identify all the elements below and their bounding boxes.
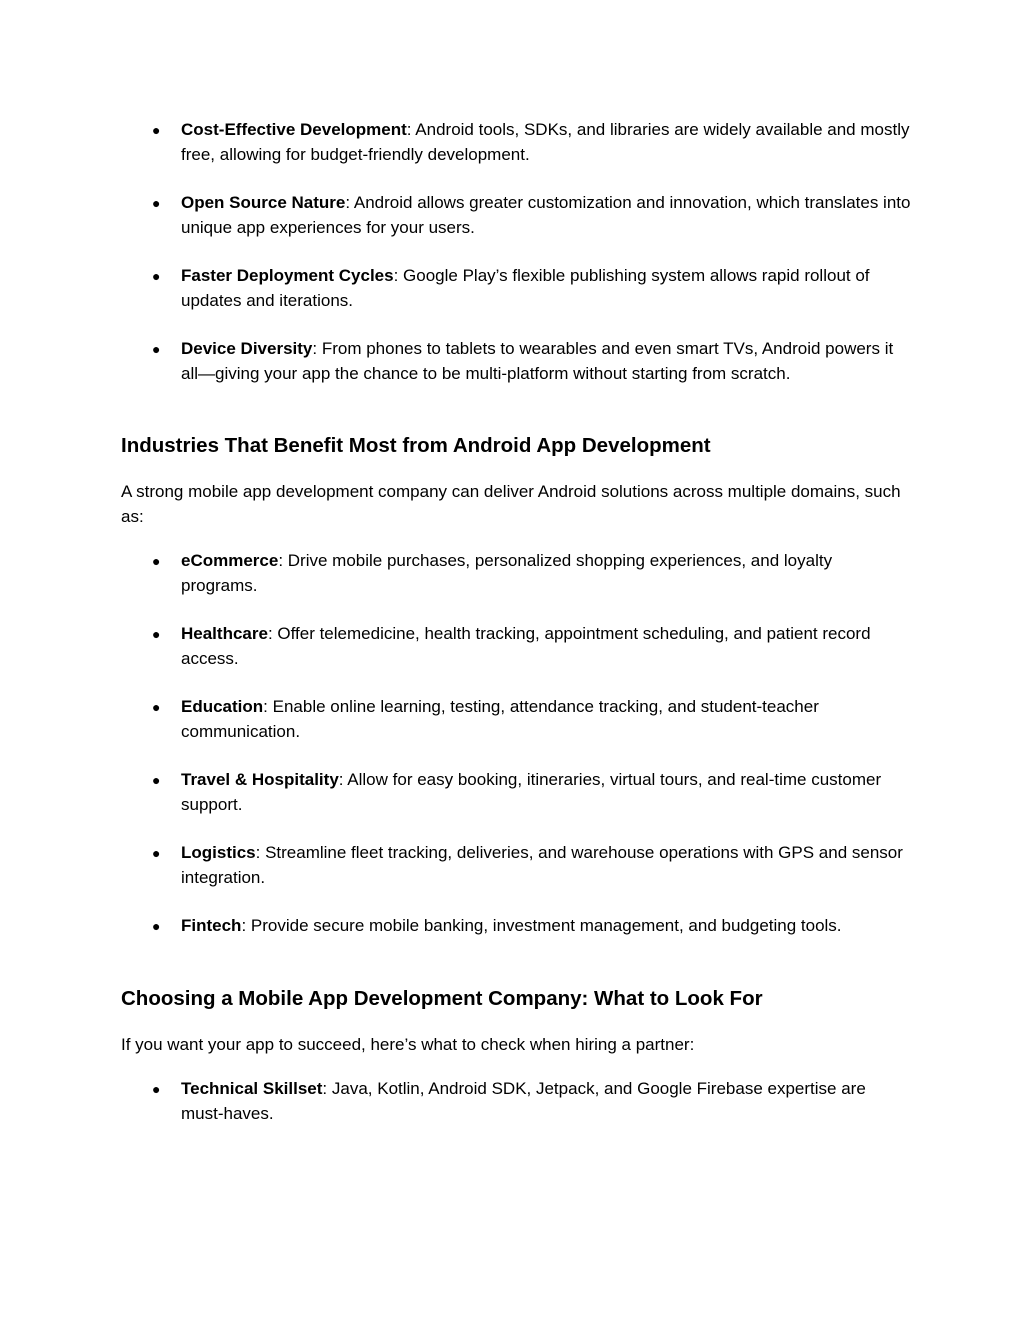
document-page [121, 118, 911, 1126]
item-text: : Google Play’s flexible publishing system allows rapid rollout of updates and iterations. [181, 266, 870, 310]
bullet-icon: ● [152, 845, 161, 861]
item-text: : Android allows greater customization and innovation, which translates into unique app experiences for your users. [181, 193, 911, 237]
benefits-list [121, 118, 911, 386]
item-text: : Android tools, SDKs, and libraries are widely available and mostly free, allowing for budget-friendly development. [181, 120, 910, 164]
list-item [121, 191, 911, 240]
bullet-icon: ● [152, 553, 161, 569]
list-item [121, 549, 911, 598]
list-item [121, 768, 911, 817]
bullet-icon: ● [152, 122, 161, 138]
item-term: Technical Skillset [181, 1079, 323, 1098]
item-text: : Provide secure mobile banking, investment management, and budgeting tools. [241, 916, 842, 935]
list-item [121, 1077, 911, 1126]
list-item [121, 695, 911, 744]
item-term: Fintech [181, 916, 242, 935]
bullet-icon: ● [152, 1081, 161, 1097]
item-term: Logistics [181, 843, 256, 862]
list-item [121, 337, 911, 386]
item-text: : Drive mobile purchases, personalized shopping experiences, and loyalty programs. [181, 551, 833, 595]
list-item [121, 622, 911, 671]
item-term: Healthcare [181, 624, 268, 643]
list-item [121, 118, 911, 167]
section-heading-industries: Industries That Benefit Most from Android App Development [121, 434, 711, 457]
item-text: : Streamline fleet tracking, deliveries, and warehouse operations with GPS and sensor integration. [181, 843, 903, 887]
bullet-icon: ● [152, 699, 161, 715]
item-term: Faster Deployment Cycles [181, 266, 394, 285]
item-text: : Enable online learning, testing, attendance tracking, and student-teacher communication. [181, 697, 819, 741]
item-term: Education [181, 697, 264, 716]
industries-list [121, 549, 911, 939]
item-text: : From phones to tablets to wearables and even smart TVs, Android powers it all—giving your app the chance to be multi-platform without starting from scratch. [181, 339, 894, 383]
item-term: Open Source Nature [181, 193, 346, 212]
bullet-icon: ● [152, 341, 161, 357]
bullet-icon: ● [152, 918, 161, 934]
item-term: Cost-Effective Development [181, 120, 407, 139]
list-item [121, 914, 911, 939]
choosing-list [121, 1077, 911, 1126]
bullet-icon: ● [152, 268, 161, 284]
item-term: Travel & Hospitality [181, 770, 339, 789]
bullet-icon: ● [152, 195, 161, 211]
item-term: eCommerce [181, 551, 279, 570]
list-item [121, 264, 911, 313]
item-text: : Offer telemedicine, health tracking, appointment scheduling, and patient record access. [181, 624, 871, 668]
choosing-intro: If you want your app to succeed, here’s what to check when hiring a partner: [121, 1034, 695, 1054]
list-item [121, 841, 911, 890]
bullet-icon: ● [152, 626, 161, 642]
item-term: Device Diversity [181, 339, 313, 358]
item-text: : Java, Kotlin, Android SDK, Jetpack, and Google Firebase expertise are must-haves. [181, 1079, 866, 1123]
bullet-icon: ● [152, 772, 161, 788]
section-heading-choosing: Choosing a Mobile App Development Company: What to Look For [121, 986, 763, 1010]
item-text: : Allow for easy booking, itineraries, virtual tours, and real-time customer support. [181, 770, 882, 814]
industries-intro: A strong mobile app development company can deliver Android solutions across multiple domains, such as: [121, 482, 901, 526]
